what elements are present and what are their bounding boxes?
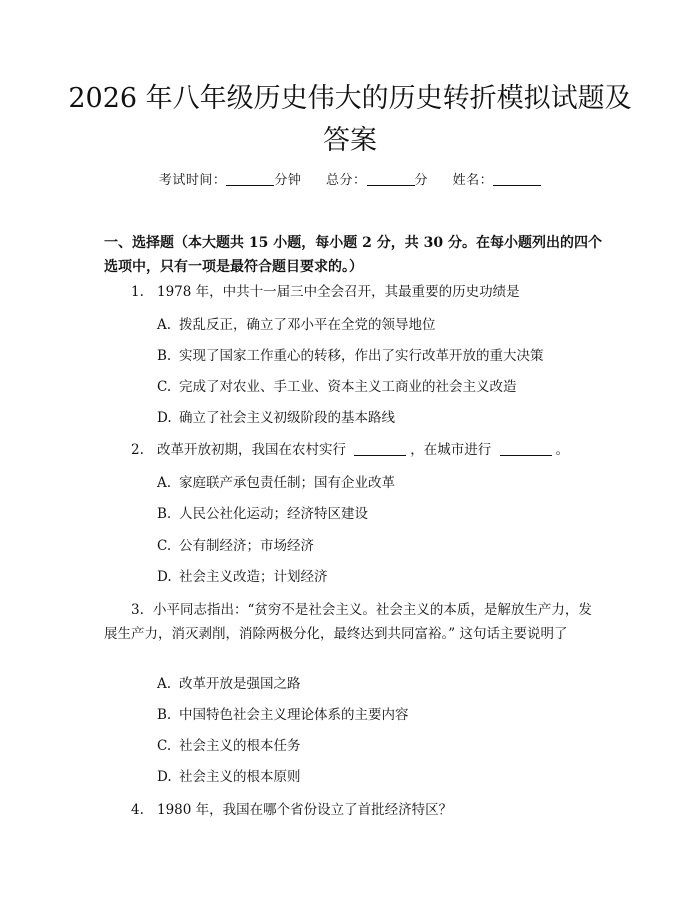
time-blank[interactable] (226, 171, 274, 186)
exam-score: 总分： 分 (325, 173, 429, 188)
exam-name: 姓名： (453, 173, 542, 188)
question-number: 2. (131, 442, 144, 458)
section-heading: 一、选择题（本大题共 15 小题，每小题 2 分，共 30 分。在每小题列出的四个选项中，只有一项是最符合题目要求的。） (104, 235, 602, 275)
question-text: 1978 年，中共十一届三中全会召开，其最重要的历史功绩是 (157, 284, 520, 300)
question-number: 4. (131, 802, 144, 818)
question-1 (131, 280, 611, 304)
option-1d[interactable]: D. 确立了社会主义初级阶段的基本路线 (157, 410, 395, 426)
question-4 (131, 798, 611, 822)
question-2: 2. 改革开放初期，我国在农村实行 ，在城市进行 。 (131, 438, 611, 462)
option-2d[interactable]: D. 社会主义改造；计划经济 (157, 569, 328, 585)
option-1a[interactable]: A. 拨乱反正，确立了邓小平在全党的领导地位 (157, 317, 436, 333)
option-2c[interactable]: C. 公有制经济；市场经济 (157, 538, 314, 554)
option-3c[interactable]: C. 社会主义的根本任务 (157, 738, 301, 754)
page-title: 2026 年八年级历史伟大的历史转折模拟试题及答案 (68, 83, 632, 156)
question-text: 小平同志指出：“贫穷不是社会主义。社会主义的本质，是解放生产力，发展生产力，消灭剥削，消除两极分化，最终达到共同富裕。” 这句话主要说明了 (104, 602, 592, 642)
option-3d[interactable]: D. 社会主义的根本原则 (157, 769, 301, 785)
option-2b[interactable]: B. 人民公社化运动；经济特区建设 (157, 506, 368, 522)
question-number: 1. (131, 284, 144, 300)
option-1b[interactable]: B. 实现了国家工作重心的转移，作出了实行改革开放的重大决策 (157, 348, 544, 364)
answer-blank-2[interactable] (500, 441, 552, 456)
exam-meta (0, 169, 700, 188)
option-2a[interactable]: A. 家庭联产承包责任制；国有企业改革 (157, 475, 395, 491)
name-blank[interactable] (493, 171, 541, 186)
score-blank[interactable] (367, 171, 415, 186)
option-3b[interactable]: B. 中国特色社会主义理论体系的主要内容 (157, 707, 409, 723)
exam-time: 考试时间： 分钟 (158, 173, 302, 188)
option-3a[interactable]: A. 改革开放是强国之路 (157, 676, 301, 692)
answer-blank-1[interactable] (354, 441, 406, 456)
option-1c[interactable]: C. 完成了对农业、手工业、资本主义工商业的社会主义改造 (157, 379, 517, 395)
question-number: 3. (131, 602, 144, 618)
question-text: 1980 年，我国在哪个省份设立了首批经济特区？ (157, 802, 453, 818)
question-3 (104, 598, 602, 646)
